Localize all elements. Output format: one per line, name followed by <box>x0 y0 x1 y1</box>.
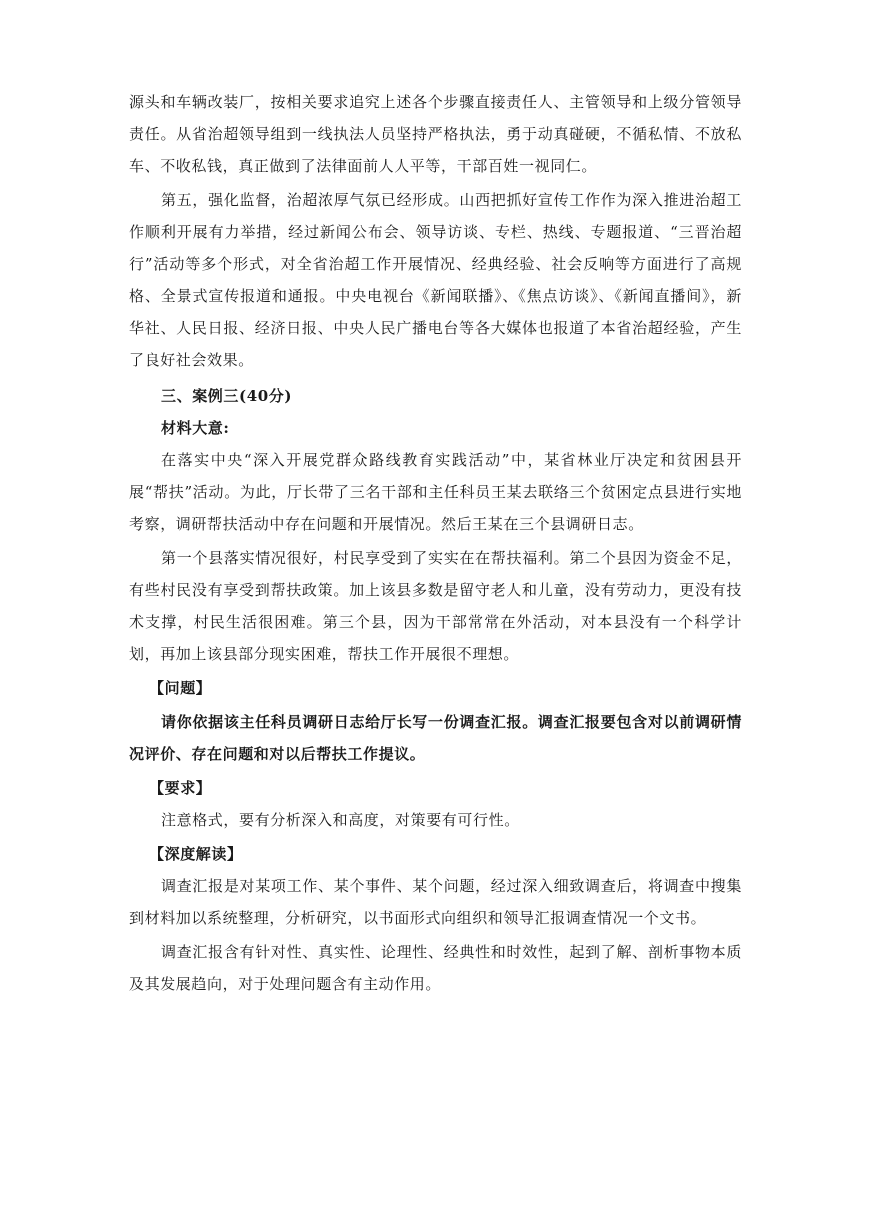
material-summary-heading: 材料大意: <box>161 419 230 437</box>
analysis-heading: 【深度解读】 <box>149 845 243 863</box>
case-three-heading: 三、案例三(40分) <box>161 387 293 405</box>
analysis-paragraph-1: 调查汇报是对某项工作、某个事件、某个问题，经过深入细致调查后，将调查中搜集到材料加以系统整理，分析研究，以书面形式向组织和领导汇报调查情况一个文书。 <box>129 877 742 927</box>
requirement-heading: 【要求】 <box>149 779 212 797</box>
question-text: 请你依据该主任科员调研日志给厅长写一份调查汇报。调查汇报要包含对以前调研情况评价、存在问题和对以后帮扶工作提议。 <box>129 713 742 763</box>
question-heading: 【问题】 <box>149 679 212 697</box>
material-paragraph-2: 第一个县落实情况很好，村民享受到了实实在在帮扶福利。第二个县因为资金不足，有些村民没有享受到帮扶政策。加上该县多数是留守老人和儿童，没有劳动力，更没有技术支撑，村民生活很困难。第三个县，因为干部常常在外活动，对本县没有一个科学计划，再加上该县部分现实困难，帮扶工作开展很不理想。 <box>129 549 742 663</box>
document-body <box>129 86 742 1000</box>
material-paragraph-1: 在落实中央“深入开展党群众路线教育实践活动”中，某省林业厅决定和贫困县开展“帮扶”活动。为此，厅长带了三名干部和主任科员王某去联络三个贫困定点县进行实地考察，调研帮扶活动中存在问题和开展情况。然后王某在三个县调研日志。 <box>129 451 742 533</box>
requirement-text: 注意格式，要有分析深入和高度，对策要有可行性。 <box>161 811 520 829</box>
paragraph-fifth-point: 第五，强化监督，治超浓厚气氛已经形成。山西把抓好宣传工作作为深入推进治超工作顺利开展有力举措，经过新闻公布会、领导访谈、专栏、热线、专题报道、“三晋治超行”活动等多个形式，对全省治超工作开展情况、经典经验、社会反响等方面进行了高规格、全景式宣传报道和通报。中央电视台《新闻联播》、《焦点访谈》、《新闻直播间》，新华社、人民日报、经济日报、中央人民广播电台等各大媒体也报道了本省治超经验，产生了良好社会效果。 <box>129 191 742 369</box>
analysis-paragraph-2: 调查汇报含有针对性、真实性、论理性、经典性和时效性，起到了解、剖析事物本质及其发展趋向，对于处理问题含有主动作用。 <box>129 943 742 993</box>
paragraph-continued: 源头和车辆改装厂，按相关要求追究上述各个步骤直接责任人、主管领导和上级分管领导责任。从省治超领导组到一线执法人员坚持严格执法，勇于动真碰硬，不循私情、不放私车、不收私钱，真正做到了法律面前人人平等，干部百姓一视同仁。 <box>129 93 742 175</box>
